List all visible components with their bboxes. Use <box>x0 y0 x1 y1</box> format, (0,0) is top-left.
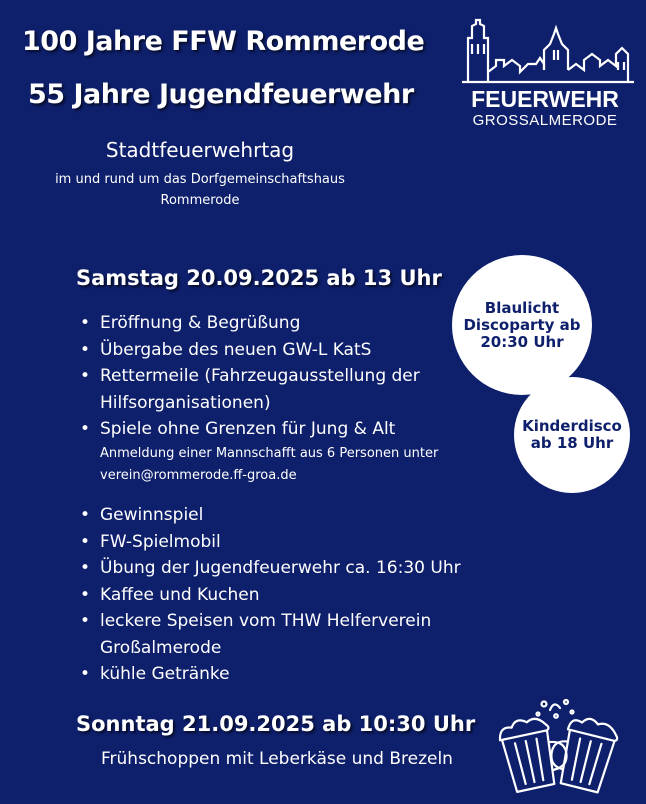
bullet-icon: • <box>80 611 91 631</box>
disco-badge-line-2: Discoparty ab <box>463 315 581 334</box>
bullet-icon: • <box>80 664 91 684</box>
disco-badge-line-1: Blaulicht <box>484 298 560 317</box>
sunday-heading: Sonntag 21.09.2025 ab 10:30 Uhr <box>76 712 476 736</box>
disco-badge-line-3: 20:30 Uhr <box>480 332 564 351</box>
kids-disco-badge <box>514 377 630 493</box>
list-item <box>80 529 461 556</box>
list-item-text: Rettermeile (Fahrzeugausstellung der <box>100 366 420 386</box>
bullet-icon: • <box>80 339 91 360</box>
registration-email: verein@rommerode.ff-groa.de <box>100 467 297 483</box>
saturday-program-list-continued <box>80 502 461 688</box>
saturday-heading: Samstag 20.09.2025 ab 13 Uhr <box>76 266 442 290</box>
beer-mugs-icon <box>492 696 622 796</box>
list-item-text: Eröffnung & Begrüßung <box>100 313 301 333</box>
bullet-icon: • <box>80 558 91 578</box>
list-item <box>80 363 438 416</box>
list-item-text: kühle Getränke <box>100 664 230 684</box>
bullet-icon: • <box>80 584 91 605</box>
event-location-line-1: im und rund um das Dorfgemeinschaftshaus <box>55 172 345 187</box>
list-item-text-continued: Großalmerode <box>100 637 222 658</box>
logo-subtitle: GROSSALMERODE <box>472 112 618 129</box>
bullet-icon: • <box>80 313 91 333</box>
bullet-icon: • <box>80 366 91 386</box>
list-item <box>80 416 438 487</box>
title-line-2: 55 Jahre Jugendfeuerwehr <box>28 79 414 110</box>
bullet-icon: • <box>80 505 91 525</box>
registration-note: Anmeldung einer Mannschafft aus 6 Personen unter <box>100 445 439 461</box>
kids-badge-line-2: ab 18 Uhr <box>530 434 614 452</box>
list-item-text: leckere Speisen vom THW Helferverein <box>100 611 432 631</box>
list-item-text: Gewinnspiel <box>100 505 204 525</box>
list-item <box>80 502 461 529</box>
bullet-icon: • <box>80 531 91 552</box>
list-item-text: Übung der Jugendfeuerwehr ca. 16:30 Uhr <box>100 558 461 578</box>
list-item <box>80 310 438 337</box>
list-item-text: Übergabe des neuen GW-L KatS <box>100 339 372 360</box>
list-item-text: Spiele ohne Grenzen für Jung & Alt <box>100 419 396 439</box>
list-item <box>80 582 461 609</box>
list-item <box>80 608 461 661</box>
list-item <box>80 661 461 688</box>
list-item <box>80 337 438 364</box>
bullet-icon: • <box>80 419 91 439</box>
event-name: Stadtfeuerwehrtag <box>105 138 295 162</box>
list-item <box>80 555 461 582</box>
event-location-line-2: Rommerode <box>160 193 240 208</box>
list-item-text: Kaffee und Kuchen <box>100 584 260 605</box>
saturday-program-list <box>80 310 438 487</box>
sunday-program: Frühschoppen mit Leberkäse und Brezeln <box>101 749 453 769</box>
list-item-text-continued: Hilfsorganisationen) <box>100 392 271 413</box>
kids-badge-line-1: Kinderdisco <box>522 417 622 435</box>
list-item-text: FW-Spielmobil <box>100 531 221 552</box>
disco-badge <box>452 255 592 395</box>
logo-wordmark: FEUERWEHR <box>471 86 619 112</box>
title-line-1: 100 Jahre FFW Rommerode <box>22 26 425 57</box>
